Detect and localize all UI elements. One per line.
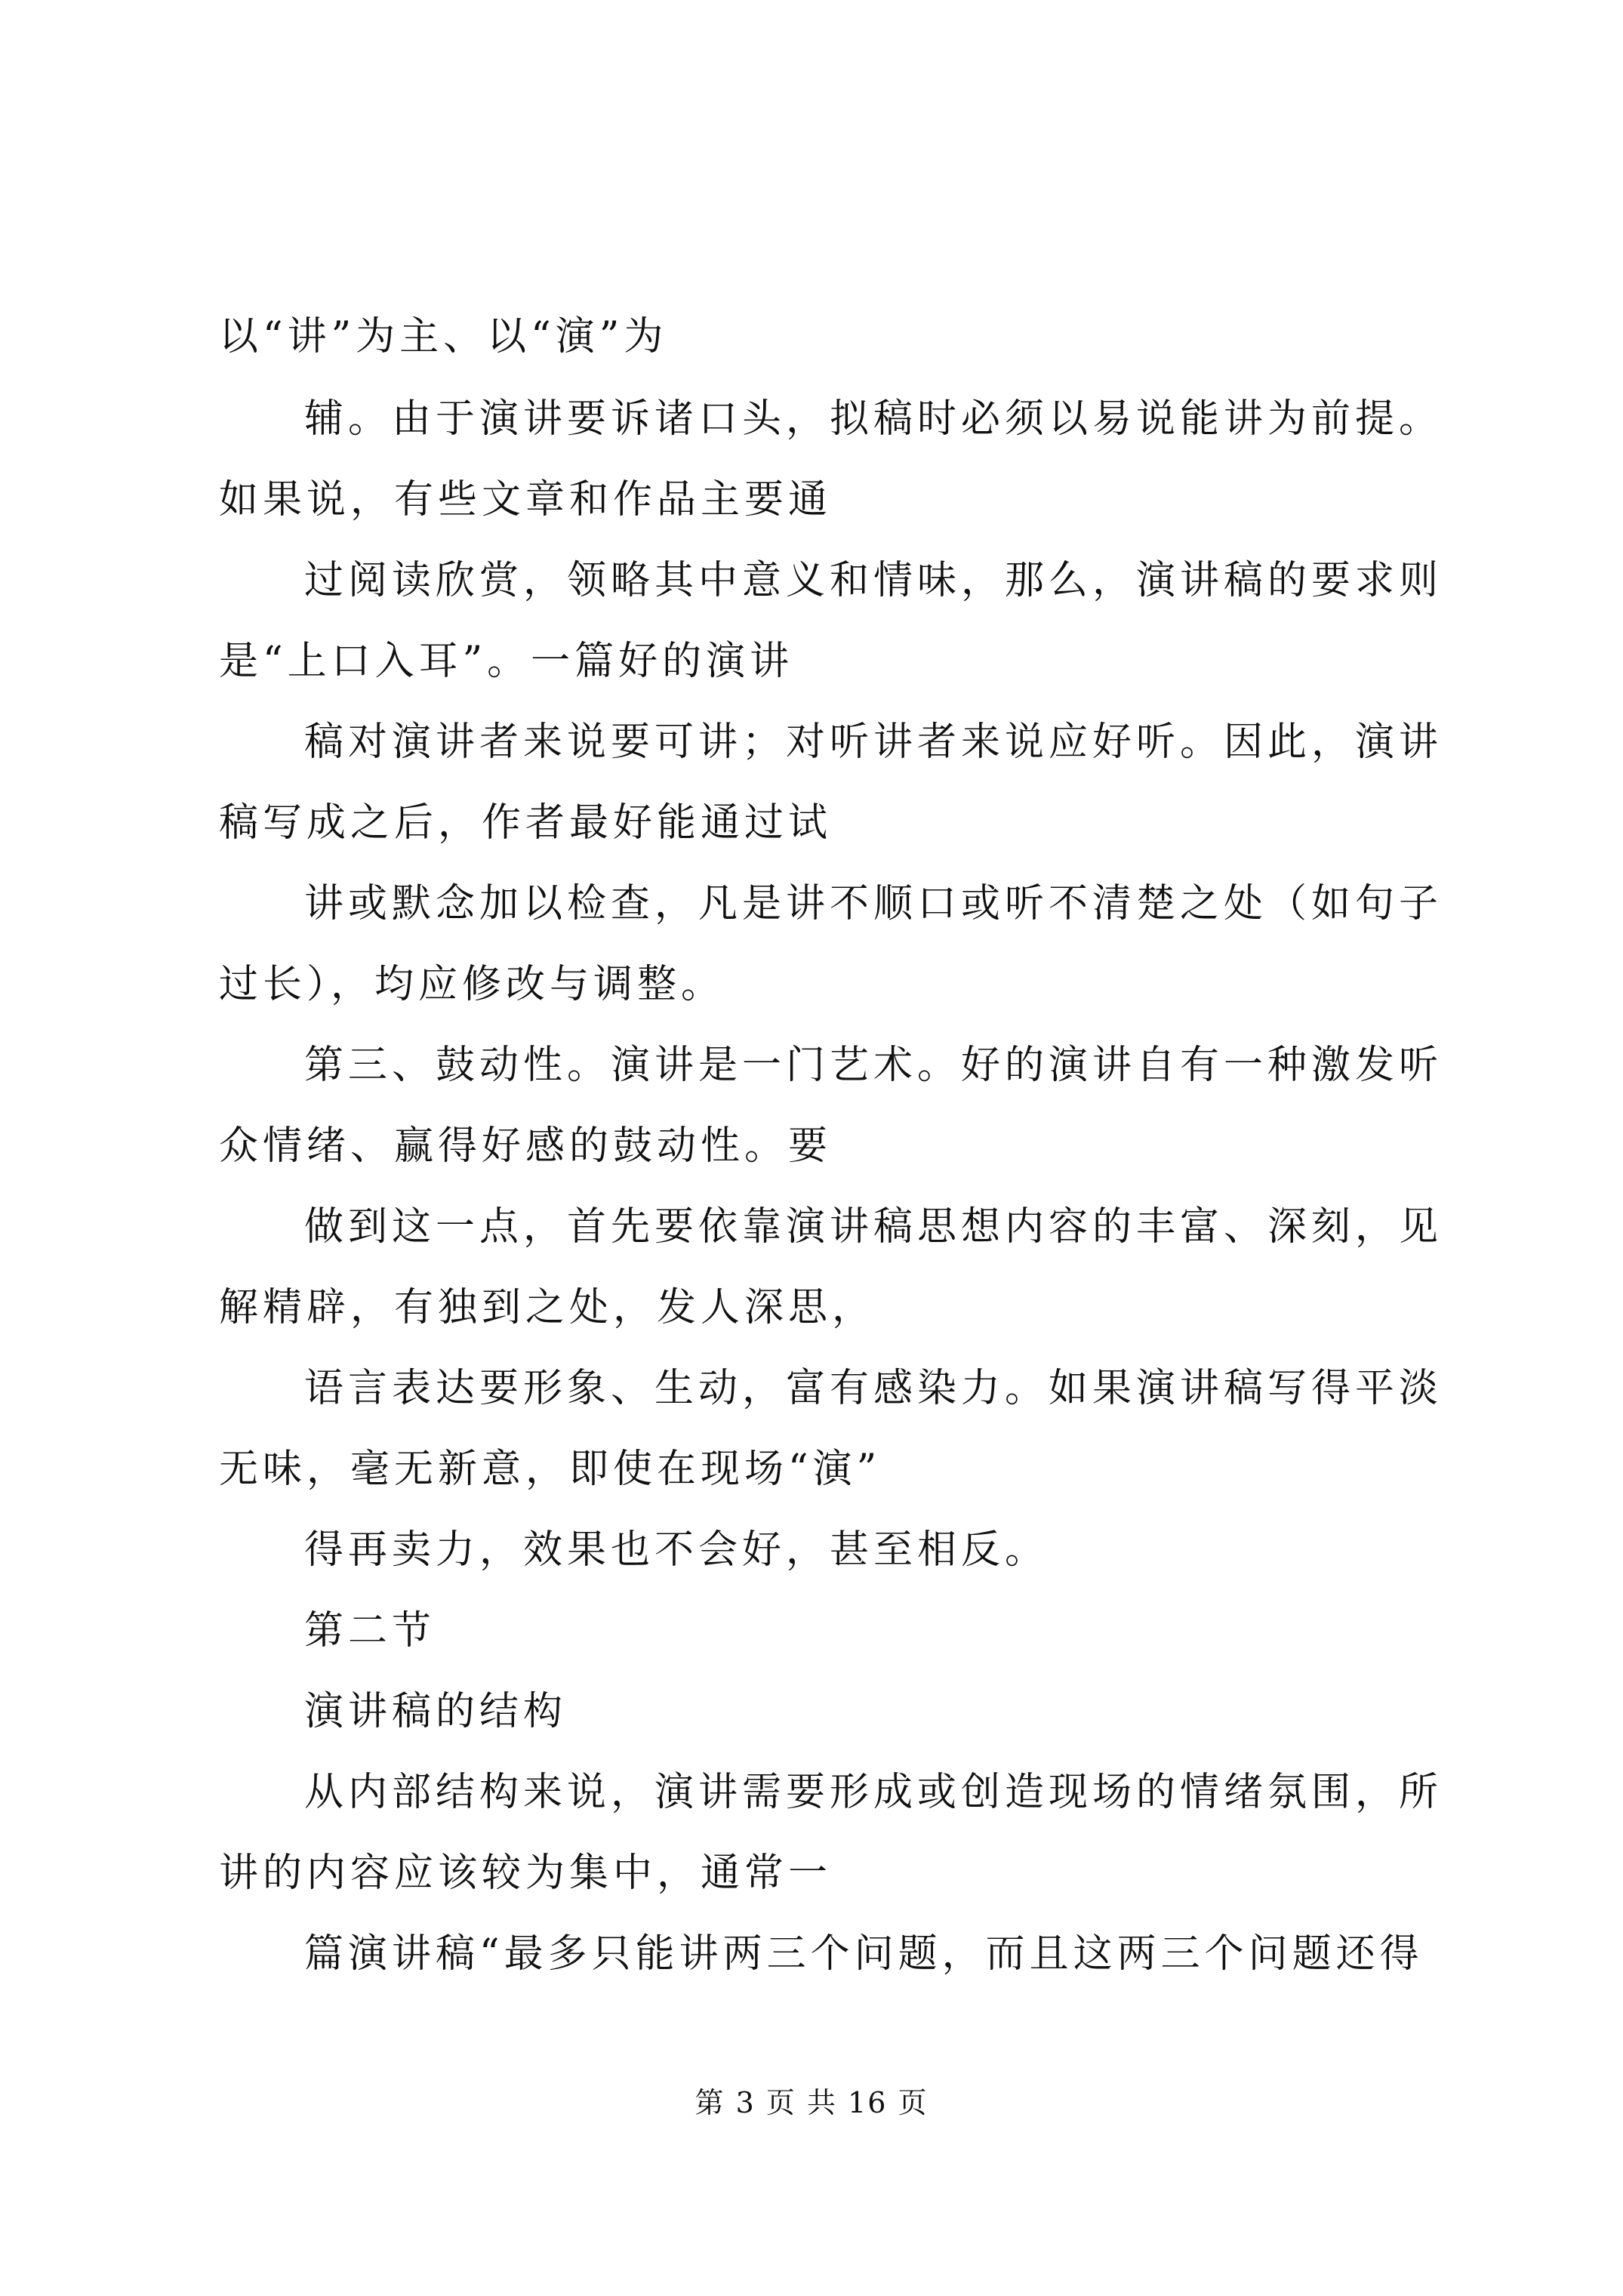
text-line: 稿写成之后，作者最好能通过试	[219, 800, 833, 846]
page-number-footer: 第 3 页 共 16 页	[694, 2086, 929, 2119]
text-line: 得再卖力，效果也不会好，甚至相反。	[304, 1527, 1049, 1573]
text-line: 做到这一点，首先要依靠演讲稿思想内容的丰富、深刻，见	[304, 1204, 1443, 1250]
text-line: 是“上口入耳”。一篇好的演讲	[219, 639, 794, 684]
section-heading: 第二节	[304, 1608, 436, 1653]
text-line: 解精辟，有独到之处，发人深思，	[219, 1285, 876, 1330]
text-line: 无味，毫无新意，即使在现场“演”	[219, 1447, 882, 1492]
text-line: 众情绪、赢得好感的鼓动性。要	[219, 1123, 833, 1169]
text-line: 如果说，有些文章和作品主要通	[219, 477, 833, 522]
section-title: 演讲稿的结构	[304, 1689, 568, 1734]
text-line: 辅。由于演讲要诉诸口头，拟稿时必须以易说能讲为前提。	[304, 396, 1443, 442]
text-line: 篇演讲稿“最多只能讲两三个问题，而且这两三个问题还得	[304, 1931, 1424, 1977]
text-line: 讲或默念加以检查，凡是讲不顺口或听不清楚之处（如句子	[304, 881, 1443, 926]
text-line: 以“讲”为主、以“演”为	[219, 314, 668, 359]
text-line: 稿对演讲者来说要可讲；对听讲者来说应好听。因此，演讲	[304, 720, 1443, 765]
text-line: 过长），均应修改与调整。	[219, 962, 725, 1007]
text-line: 语言表达要形象、生动，富有感染力。如果演讲稿写得平淡	[304, 1366, 1443, 1411]
text-line: 讲的内容应该较为集中，通常一	[219, 1851, 833, 1896]
text-line: 从内部结构来说，演讲需要形成或创造现场的情绪氛围，所	[304, 1770, 1443, 1815]
text-line: 过阅读欣赏，领略其中意义和情味，那么，演讲稿的要求则	[304, 558, 1443, 603]
text-line: 第三、鼓动性。演讲是一门艺术。好的演讲自有一种激发听	[304, 1043, 1443, 1088]
